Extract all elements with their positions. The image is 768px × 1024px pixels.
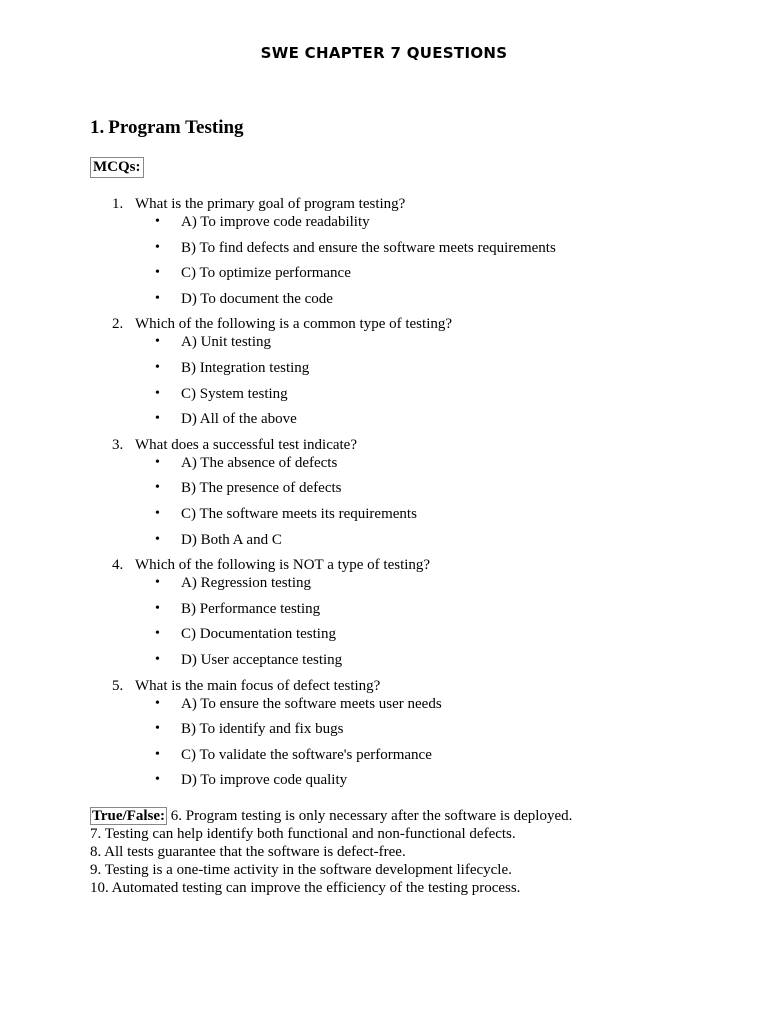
option-text: B) To identify and fix bugs xyxy=(181,721,344,738)
answer-option xyxy=(0,746,768,772)
question-5 xyxy=(0,677,768,695)
true-false-item xyxy=(90,807,572,825)
true-false-item xyxy=(90,843,572,861)
question-number: 4. xyxy=(112,557,124,574)
bullet-icon: • xyxy=(155,746,160,762)
bullet-icon: • xyxy=(155,454,160,470)
answer-option xyxy=(0,359,768,385)
question-number: 1. xyxy=(112,196,124,212)
option-text: A) Unit testing xyxy=(181,334,271,351)
answer-option xyxy=(0,410,768,436)
mcq-label: MCQs: xyxy=(90,157,144,178)
option-text: B) To find defects and ensure the software meets requirements xyxy=(181,239,556,256)
page-title: SWE CHAPTER 7 QUESTIONS xyxy=(260,44,508,62)
statement-text: 9. Testing is a one-time activity in the software development lifecycle. xyxy=(90,862,512,878)
question-text: What is the primary goal of program testing? xyxy=(135,196,406,212)
answer-option xyxy=(0,239,768,265)
answer-option xyxy=(0,720,768,746)
bullet-icon: • xyxy=(155,505,160,521)
bullet-icon: • xyxy=(155,239,160,255)
answer-option xyxy=(0,454,768,480)
bullet-icon: • xyxy=(155,290,160,306)
statement-text: 7. Testing can help identify both functional and non-functional defects. xyxy=(90,826,516,842)
option-text: D) To improve code quality xyxy=(181,772,348,789)
question-text: What is the main focus of defect testing? xyxy=(135,677,381,694)
option-text: C) The software meets its requirements xyxy=(181,505,417,522)
option-text: B) Integration testing xyxy=(181,359,310,376)
statement-text: 8. All tests guarantee that the software is defect-free. xyxy=(90,844,406,860)
statement-text: 6. Program testing is only necessary after the software is deployed. xyxy=(170,808,573,824)
answer-option xyxy=(0,695,768,721)
bullet-icon: • xyxy=(155,334,160,350)
true-false-item xyxy=(90,861,572,879)
answer-option xyxy=(0,290,768,316)
option-text: A) The absence of defects xyxy=(181,454,338,471)
answer-option xyxy=(0,479,768,505)
bullet-icon: • xyxy=(155,721,160,737)
option-text: A) To ensure the software meets user needs xyxy=(181,695,442,712)
bullet-icon: • xyxy=(155,626,160,642)
bullet-icon: • xyxy=(155,772,160,788)
section-heading xyxy=(90,117,244,139)
bullet-icon: • xyxy=(155,695,160,711)
question-number: 2. xyxy=(112,316,124,333)
bullet-icon: • xyxy=(155,359,160,375)
answer-option xyxy=(0,771,768,797)
true-false-item xyxy=(90,825,572,843)
option-text: C) System testing xyxy=(181,385,288,402)
answer-option xyxy=(0,264,768,290)
true-false-label: True/False: xyxy=(92,808,166,824)
answer-option xyxy=(0,213,768,239)
answer-option xyxy=(0,574,768,600)
answer-option xyxy=(0,625,768,651)
bullet-icon: • xyxy=(155,214,160,229)
question-number: 3. xyxy=(112,436,124,453)
question-2 xyxy=(0,315,768,333)
option-text: C) To optimize performance xyxy=(181,265,351,282)
answer-option xyxy=(0,505,768,531)
mcq-list xyxy=(0,195,768,797)
statement-text: 10. Automated testing can improve the efficiency of the testing process. xyxy=(90,880,521,896)
true-false-item xyxy=(90,879,572,897)
option-text: B) Performance testing xyxy=(181,600,321,617)
option-text: B) The presence of defects xyxy=(181,480,342,497)
option-text: A) To improve code readability xyxy=(181,214,370,230)
section-title: Program Testing xyxy=(108,117,244,138)
answer-option xyxy=(0,333,768,359)
option-text: A) Regression testing xyxy=(181,575,311,592)
section-number: 1. xyxy=(90,117,105,138)
bullet-icon: • xyxy=(155,480,160,496)
option-text: D) User acceptance testing xyxy=(181,651,343,668)
option-text: D) Both A and C xyxy=(181,531,282,548)
question-text: What does a successful test indicate? xyxy=(135,436,357,453)
bullet-icon: • xyxy=(155,600,160,616)
bullet-icon: • xyxy=(155,411,160,427)
question-4 xyxy=(0,556,768,574)
bullet-icon: • xyxy=(155,531,160,547)
answer-option xyxy=(0,600,768,626)
option-text: C) To validate the software's performance xyxy=(181,746,432,763)
question-1 xyxy=(0,195,768,213)
question-text: Which of the following is a common type of testing? xyxy=(135,316,453,333)
question-number: 5. xyxy=(112,677,124,694)
bullet-icon: • xyxy=(155,575,160,591)
true-false-section xyxy=(90,807,572,897)
answer-option xyxy=(0,531,768,557)
option-text: D) To document the code xyxy=(181,290,333,307)
question-text: Which of the following is NOT a type of testing? xyxy=(135,557,431,574)
bullet-icon: • xyxy=(155,265,160,281)
bullet-icon: • xyxy=(155,651,160,667)
answer-option xyxy=(0,651,768,677)
option-text: C) Documentation testing xyxy=(181,626,336,643)
answer-option xyxy=(0,385,768,411)
option-text: D) All of the above xyxy=(181,411,297,428)
question-3 xyxy=(0,436,768,454)
bullet-icon: • xyxy=(155,385,160,401)
